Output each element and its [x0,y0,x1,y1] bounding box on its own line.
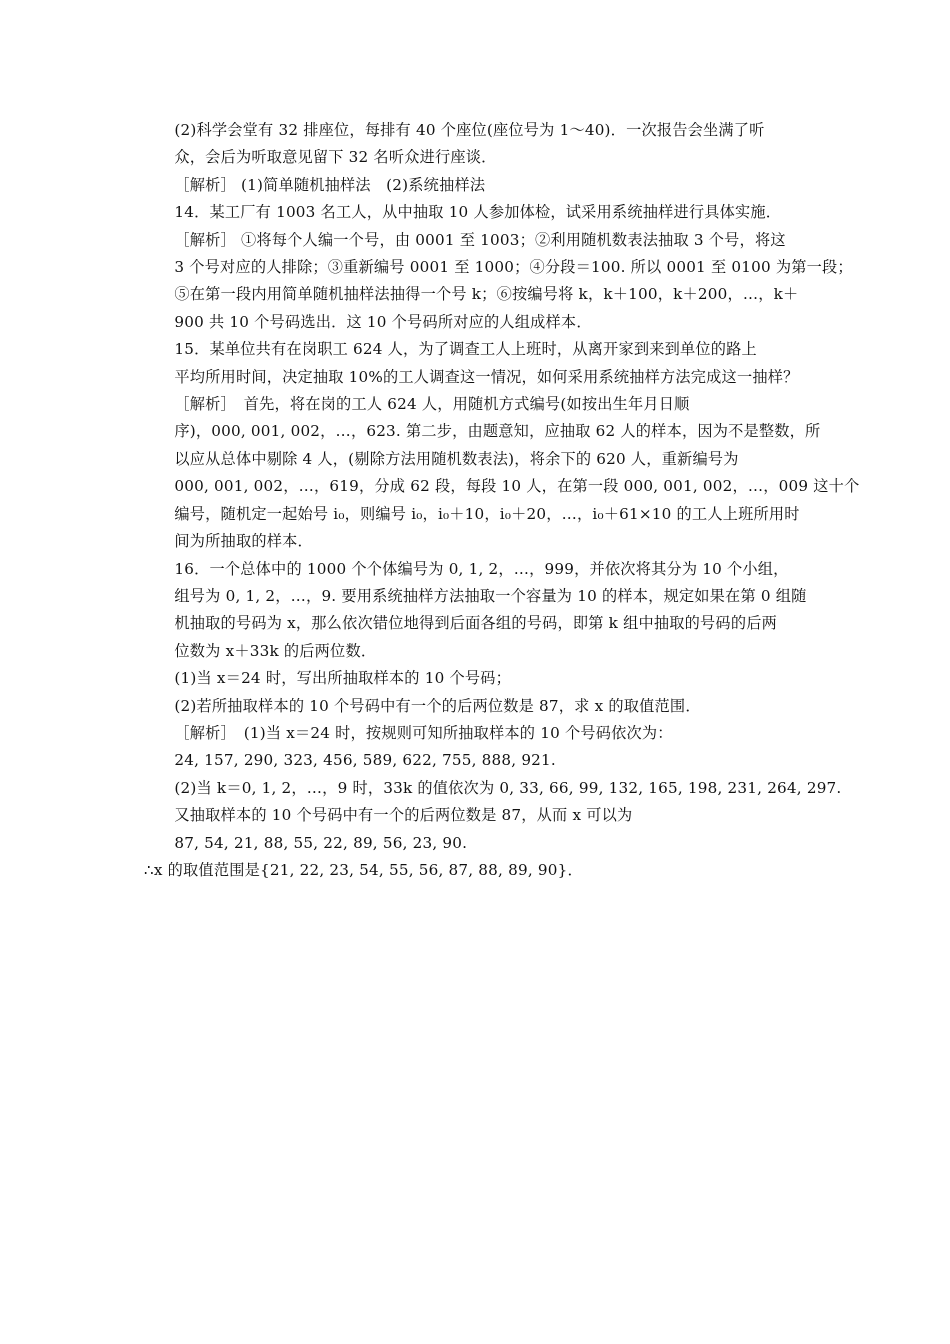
text-line: ［解析］ (1)简单随机抽样法 (2)系统抽样法 [174,175,486,194]
text-line: 组号为 0, 1, 2，…，9. 要用系统抽样方法抽取一个容量为 10 的样本，规定如果在第 0 组随 [174,586,807,605]
paragraph-solution-14 [144,227,853,337]
text-line: 900 共 10 个号码选出．这 10 个号码所对应的人组成样本． [174,312,592,331]
document-page [144,117,860,884]
text-line: 序)，000, 001, 002，…，623. 第二步，由题意知，应抽取 62 人的样本，因为不是整数，所 [174,422,821,441]
text-line: 众，会后为听取意见留下 32 名听众进行座谈． [174,148,497,167]
text-line: (2)当 k＝0, 1, 2，…，9 时，33k 的值依次为 0, 33, 66, 99, 132, 165, 198, 231, 264, 297. [174,778,842,797]
paragraph-conclusion [144,857,808,884]
paragraph-solution-16-1 [144,720,808,775]
text-line: 15．某单位共有在岗职工 624 人，为了调查工人上班时，从离开家到来到单位的路上 [174,340,757,359]
text-line: 位数为 x＋33k 的后两位数． [174,641,377,660]
text-line: 16．一个总体中的 1000 个个体编号为 0, 1, 2，…，999，并依次将其分为 10 个小组， [174,559,789,578]
paragraph-problem-16 [144,556,808,666]
text-line: 87, 54, 21, 88, 55, 22, 89, 56, 23, 90. [174,833,468,852]
paragraph-problem-14 [144,199,808,226]
paragraph-solution-16-3 [144,802,808,857]
text-line: ［解析］ 首先，将在岗的工人 624 人，用随机方式编号(如按出生年月日顺 [174,395,690,414]
text-line: ［解析］ (1)当 x＝24 时，按规则可知所抽取样本的 10 个号码依次为： [174,723,673,742]
text-line: (2)若所抽取样本的 10 个号码中有一个的后两位数是 87，求 x 的取值范围． [174,696,701,715]
paragraph-problem-16-2 [144,693,808,720]
text-line: 编号，随机定一起始号 i₀，则编号 i₀，i₀＋10，i₀＋20，…，i₀＋61×10 的工人上班所用时 [174,504,800,523]
text-line: 平均所用时间，决定抽取 10%的工人调查这一情况，如何采用系统抽样方法完成这一抽样？ [174,367,799,386]
text-line: 又抽取样本的 10 个号码中有一个的后两位数是 87，从而 x 可以为 [174,806,633,825]
text-line: (1)当 x＝24 时，写出所抽取样本的 10 个号码； [174,669,512,688]
paragraph-problem-13-2 [144,117,808,172]
paragraph-problem-15 [144,336,808,391]
paragraph-solution-15 [144,391,860,555]
text-line: ［解析］ ①将每个人编一个号，由 0001 至 1003；②利用随机数表法抽取 3 个号，将这 [174,230,786,249]
text-line: (2)科学会堂有 32 排座位，每排有 40 个座位(座位号为 1～40)．一次报告会坐满了听 [174,121,765,139]
text-line: ⑤在第一段内用简单随机抽样法抽得一个号 k；⑥按编号将 k，k＋100，k＋200，…，k＋ [174,285,799,304]
text-line: 间为所抽取的样本． [174,532,313,551]
text-line: 14．某工厂有 1003 名工人，从中抽取 10 人参加体检，试采用系统抽样进行具体实施． [174,203,782,222]
paragraph-solution-13 [144,172,808,199]
text-line: ∴x 的取值范围是{21, 22, 23, 54, 55, 56, 87, 88, 89, 90}． [144,860,583,879]
paragraph-solution-16-2 [144,775,842,802]
text-line: 000, 001, 002，…，619，分成 62 段，每段 10 人，在第一段 000, 001, 002，…，009 这十个 [174,477,860,496]
text-line: 24, 157, 290, 323, 456, 589, 622, 755, 888, 921. [174,751,556,770]
text-line: 3 个号对应的人排除；③重新编号 0001 至 1000；④分段＝100. 所以 0001 至 0100 为第一段； [174,258,853,277]
paragraph-problem-16-1 [144,665,808,692]
text-line: 机抽取的号码为 x，那么依次错位地得到后面各组的号码，即第 k 组中抽取的号码的后两 [174,614,777,633]
text-line: 以应从总体中剔除 4 人，(剔除方法用随机数表法)，将余下的 620 人，重新编号为 [174,449,739,468]
